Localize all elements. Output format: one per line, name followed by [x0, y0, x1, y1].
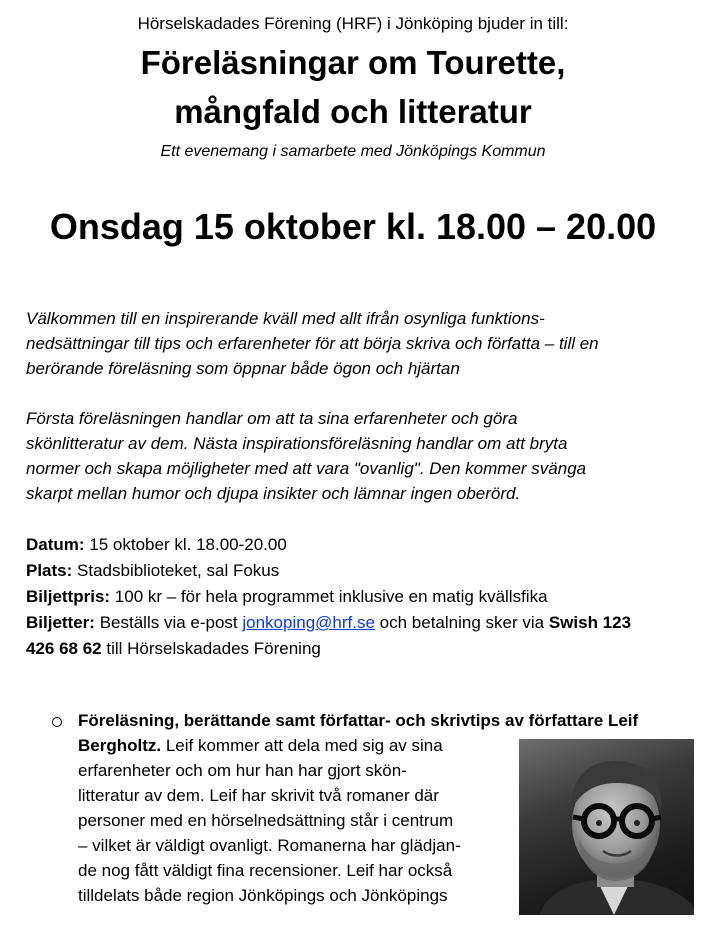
- lecture-heading-text: Föreläsning, berättande samt författar- och skrivtips av författare Leif: [78, 711, 639, 730]
- lecture-heading: [78, 708, 638, 733]
- lecture-line-text: Leif kommer att dela med sig av sina: [161, 736, 443, 755]
- lecture-line: tilldelats både region Jönköpings och Jönköpings: [78, 886, 448, 905]
- detail-tickets-cont: [26, 636, 696, 662]
- lecture-line: de nog fått väldigt fina recensioner. Leif har också: [78, 861, 453, 880]
- paragraph-line: skönlitteratur av dem. Nästa inspirationsföreläsning handlar om att bryta: [26, 434, 568, 453]
- swish-number-part2: 426 68 62: [26, 639, 102, 658]
- tickets-post: till Hörselskadades Förening: [101, 639, 321, 658]
- paragraph-line: Första föreläsningen handlar om att ta sina erfarenheter och göra: [26, 409, 518, 428]
- event-details: [26, 532, 696, 662]
- tickets-label: Biljetter:: [26, 613, 95, 632]
- detail-price: [26, 584, 696, 610]
- description-paragraph: [26, 406, 696, 506]
- paragraph-line: berörande föreläsning som öppnar både ögon och hjärtan: [26, 359, 460, 378]
- date-label: Datum:: [26, 535, 85, 554]
- place-label: Plats:: [26, 561, 73, 580]
- paragraph-line: Välkommen till en inspirerande kväll med allt ifrån osynliga funktions-: [26, 309, 545, 328]
- price-value: 100 kr – för hela programmet inklusive en matig kvällsfika: [110, 587, 548, 606]
- detail-place: [26, 558, 696, 584]
- intro-line: Hörselskadades Förening (HRF) i Jönköping bjuder in till:: [137, 14, 569, 33]
- page-title-line-1: Föreläsningar om Tourette,: [140, 44, 566, 81]
- lecture-line: litteratur av dem. Leif har skrivit två romaner där: [78, 786, 439, 805]
- subtitle: Ett evenemang i samarbete med Jönköpings Kommun: [160, 143, 546, 160]
- lecture-line: erfarenheter och om hur han har gjort skön-: [78, 761, 407, 780]
- price-label: Biljettpris:: [26, 587, 111, 606]
- lecture-author-name: Bergholtz.: [78, 736, 162, 755]
- author-portrait-photo: [519, 739, 694, 915]
- place-value: Stadsbiblioteket, sal Fokus: [72, 561, 280, 580]
- date-value: 15 oktober kl. 18.00-20.00: [84, 535, 287, 554]
- email-link[interactable]: jonkoping@hrf.se: [242, 613, 375, 632]
- date-headline: Onsdag 15 oktober kl. 18.00 – 20.00: [49, 206, 657, 247]
- intro-paragraph: [26, 306, 696, 381]
- paragraph-line: normer och skapa möjligheter med att vara "ovanlig". Den kommer svänga: [26, 459, 587, 478]
- portrait-illustration: [519, 739, 694, 915]
- paragraph-line: skarpt mellan humor och djupa insikter och lämnar ingen oberörd.: [26, 484, 521, 503]
- page-title-line-2: mångfald och litteratur: [174, 93, 532, 130]
- tickets-mid: och betalning sker via: [374, 613, 549, 632]
- swish-number-part1: Swish 123: [548, 613, 632, 632]
- tickets-pre: Beställs via e-post: [94, 613, 243, 632]
- bullet-circle-icon: [52, 717, 62, 727]
- detail-tickets: [26, 610, 696, 636]
- paragraph-line: nedsättningar till tips och erfarenheter för att börja skriva och författa – till en: [26, 334, 599, 353]
- lecture-line: personer med en hörselnedsättning står i centrum: [78, 811, 454, 830]
- detail-date: [26, 532, 696, 558]
- lecture-line: – vilket är väldigt ovanligt. Romanerna har glädjan-: [78, 836, 461, 855]
